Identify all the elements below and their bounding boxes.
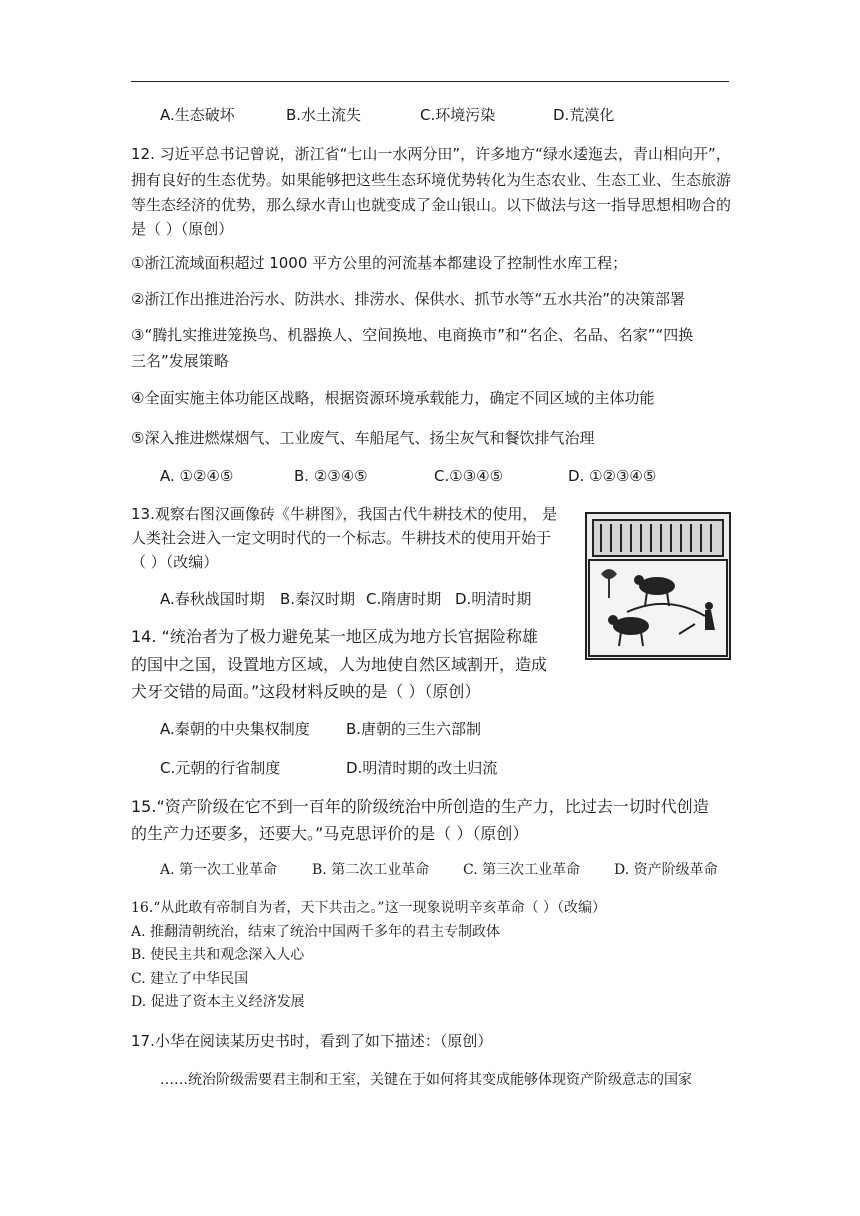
q15-option-c: C. 第三次工业革命 (463, 862, 581, 878)
q12-option-d: D. ①②③④⑤ (568, 467, 657, 485)
q12-option-c: C.①③④⑤ (434, 467, 504, 485)
q13-option-b: B.秦汉时期 (280, 590, 356, 608)
q16-option-d: D. 促进了资本主义经济发展 (131, 994, 305, 1010)
q13-option-a: A.春秋战国时期 (160, 590, 265, 608)
q14-option-a: A.秦朝的中央集权制度 (160, 720, 310, 738)
q12-stem-line: 是（ ）（原创） (131, 220, 234, 238)
q12-item-4: ④全面实施主体功能区战略，根据资源环境承载能力，确定不同区域的主体功能 (131, 389, 655, 407)
q16-stem: 16.“从此敢有帝制自为者，天下共击之。”这一现象说明辛亥革命（ ）（改编） (131, 900, 607, 916)
q13-stem-line: 人类社会进入一定文明时代的一个标志。牛耕技术的使用开始于 (131, 529, 552, 547)
q14-option-d: D.明清时期的改土归流 (346, 759, 498, 777)
q12-item-2: ②浙江作出推进治污水、防洪水、排涝水、保供水、抓节水等“五水共治”的决策部署 (131, 290, 685, 308)
q14-stem-line: 14. “统治者为了极力避免某一地区成为地方长官据险称雄 (131, 627, 538, 646)
q12-stem-line: 等生态经济的优势，那么绿水青山也就变成了金山银山。以下做法与这一指导思想相吻合的 (131, 196, 732, 214)
q15-option-b: B. 第二次工业革命 (312, 862, 430, 878)
q14-option-c: C.元朝的行省制度 (160, 759, 281, 777)
q11-option-d: D.荒漠化 (553, 106, 615, 124)
q15-stem-line: 15.“资产阶级在它不到一百年的阶级统治中所创造的生产力，比过去一切时代创造 (131, 797, 709, 816)
q11-option-b: B.水土流失 (286, 106, 362, 124)
q14-stem-line: 犬牙交错的局面。”这段材料反映的是（ ）（原创） (131, 682, 481, 701)
q13-option-d: D.明清时期 (455, 590, 532, 608)
q12-item-5: ⑤深入推进燃煤烟气、工业废气、车船尾气、扬尘灰气和餐饮排气治理 (131, 429, 595, 447)
header-rule (131, 81, 729, 82)
q14-stem-line: 的国中之国，设置地方区域，人为地使自然区域割开，造成 (131, 655, 548, 674)
q17-stem: 17.小华在阅读某历史书时，看到了如下描述：（原创） (131, 1032, 493, 1050)
q15-option-a: A. 第一次工业革命 (160, 862, 278, 878)
q11-option-c: C.环境污染 (420, 106, 496, 124)
q12-stem-line: 拥有良好的生态优势。如果能够把这些生态环境优势转化为生态农业、生态工业、生态旅游 (131, 171, 732, 189)
q12-option-b: B. ②③④⑤ (294, 467, 368, 485)
q13-stem-line: （ ）（改编） (131, 553, 219, 571)
q12-item-1: ①浙江流域面积超过 1000 平方公里的河流基本都建设了控制性水库工程； (131, 254, 628, 272)
q15-stem-line: 的生产力还要多，还要大。”马克思评价的是（ ）（原创） (131, 824, 529, 843)
q13-option-c: C.隋唐时期 (366, 590, 442, 608)
q12-stem-line: 12. 习近平总书记曾说，浙江省“七山一水两分田”，许多地方“绿水逶迤去，青山相向开”， (131, 145, 731, 163)
q17-quote: ……统治阶级需要君主制和王室，关键在于如何将其变成能够体现资产阶级意志的国家 (160, 1072, 692, 1088)
q12-item-3: ③“腾扎实推进笼换鸟、机器换人、空间换地、电商换市”和“名企、名品、名家”“四换 (131, 326, 694, 344)
q16-option-c: C. 建立了中华民国 (131, 971, 249, 987)
q14-option-b: B.唐朝的三生六部制 (346, 720, 482, 738)
q12-item-3-cont: 三名”发展策略 (131, 352, 229, 370)
q13-stem-line: 13.观察右图汉画像砖《牛耕图》，我国古代牛耕技术的使用， 是 (131, 505, 558, 523)
q11-option-a: A.生态破坏 (160, 106, 235, 124)
q16-option-a: A. 推翻清朝统治，结束了统治中国两千多年的君主专制政体 (131, 924, 501, 940)
q15-option-d: D. 资产阶级革命 (614, 862, 718, 878)
q16-option-b: B. 使民主共和观念深入人心 (131, 947, 305, 963)
q12-option-a: A. ①②④⑤ (160, 467, 234, 485)
